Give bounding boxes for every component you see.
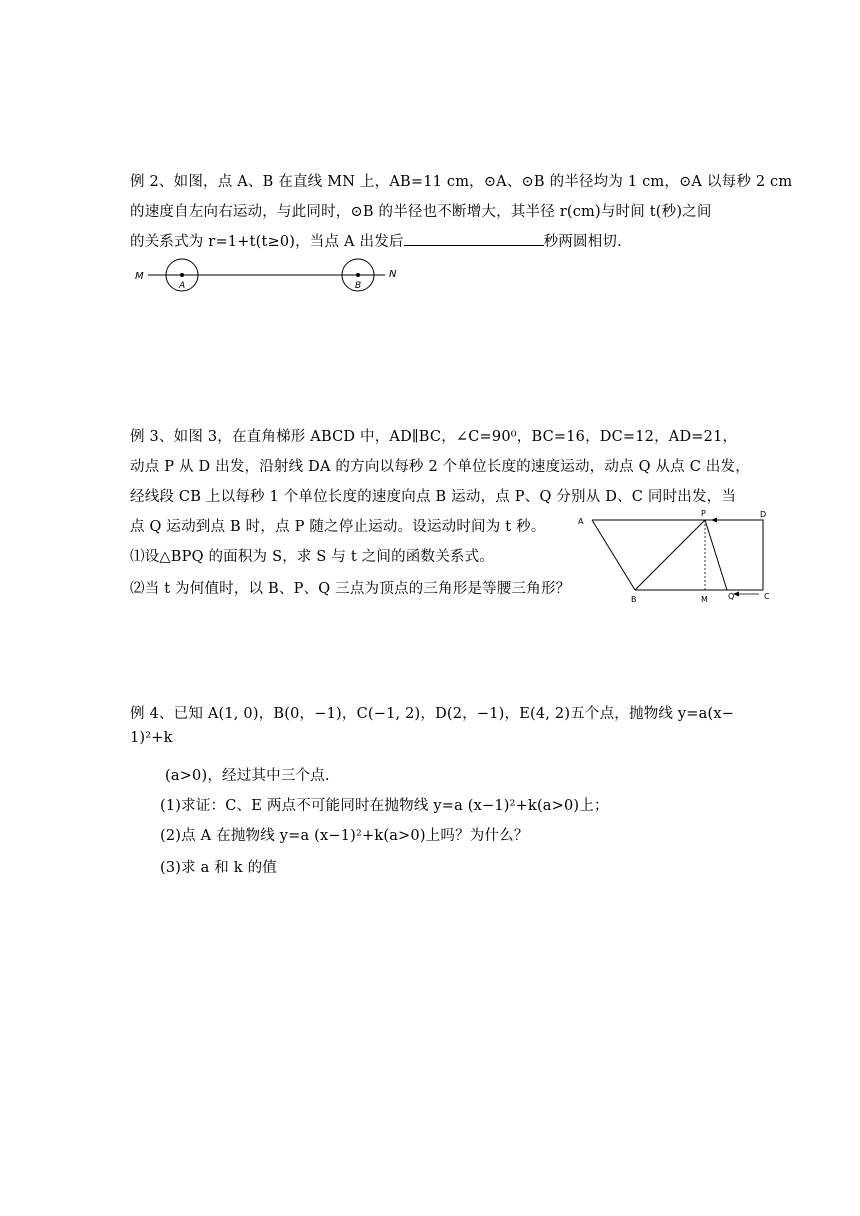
label-a: A xyxy=(578,517,584,526)
ex2-line-2: 的速度自左向右运动，与此同时，⊙B 的半径也不断增大，其半径 r(cm)与时间 t(秒)之间 xyxy=(130,204,712,220)
center-b xyxy=(356,273,360,277)
ex3-question-2: ⑵当 t 为何值时，以 B、P、Q 三点为顶点的三角形是等腰三角形？ xyxy=(130,581,571,597)
label-m: M xyxy=(135,271,144,282)
ex3-question-1: ⑴设△BPQ 的面积为 S，求 S 与 t 之间的函数关系式。 xyxy=(130,549,494,565)
ex2-line-3-pre: 的关系式为 r=1+t(t≥0)，当点 A 出发后 xyxy=(130,234,404,250)
ex2-line-3 xyxy=(130,230,622,251)
ex4-question-2: (2)点 A 在抛物线 y=a (x−1)²+k(a>0)上吗？为什么？ xyxy=(160,828,529,844)
label-b: B xyxy=(355,281,362,291)
label-d: D xyxy=(760,510,767,519)
ex4-line-1: 例 4、已知 A(1, 0)，B(0，−1)，C(−1, 2)，D(2，−1)，E(4, 2)五个点，抛物线 y=a(x− xyxy=(130,706,735,722)
ex2-figure xyxy=(130,255,410,300)
ex3-line-3: 经线段 CB 上以每秒 1 个单位长度的速度向点 B 运动，点 P、Q 分别从 D、C 同时出发，当 xyxy=(130,489,737,505)
ex2-line-1: 例 2、如图，点 A、B 在直线 MN 上，AB=11 cm，⊙A、⊙B 的半径均为 1 cm，⊙A 以每秒 2 cm xyxy=(130,174,793,190)
ex4-line-2: 1)²+k xyxy=(130,730,173,746)
label-n: N xyxy=(389,269,397,280)
ex2-line-3-post: 秒两圆相切. xyxy=(543,234,622,250)
segment-bp xyxy=(635,520,705,590)
ex3-figure xyxy=(575,505,780,605)
answer-blank xyxy=(404,233,544,246)
segment-pq xyxy=(705,520,727,590)
top-line-ad xyxy=(592,520,763,590)
ex4-question-3: (3)求 a 和 k 的值 xyxy=(160,860,278,876)
ex4-question-1: (1)求证：C、E 两点不可能同时在抛物线 y=a (x−1)²+k(a>0)上； xyxy=(160,798,609,814)
arrow-p-head xyxy=(711,518,717,523)
label-b: B xyxy=(631,595,637,604)
label-p: P xyxy=(701,509,706,518)
label-m: M xyxy=(701,595,708,604)
ex4-line-3: (a>0)，经过其中三个点. xyxy=(165,768,330,784)
side-ab xyxy=(592,520,635,590)
ex3-line-4: 点 Q 运动到点 B 时，点 P 随之停止运动。设运动时间为 t 秒。 xyxy=(130,519,546,535)
label-c: C xyxy=(764,592,770,601)
label-q: Q xyxy=(728,592,735,601)
label-a: A xyxy=(179,281,186,291)
ex3-line-2: 动点 P 从 D 出发，沿射线 DA 的方向以每秒 2 个单位长度的速度运动，动点 Q 从点 C 出发， xyxy=(130,459,750,475)
ex3-line-1: 例 3、如图 3，在直角梯形 ABCD 中，AD∥BC，∠C=90⁰，BC=16，DC=12，AD=21， xyxy=(130,429,738,445)
center-a xyxy=(180,273,184,277)
